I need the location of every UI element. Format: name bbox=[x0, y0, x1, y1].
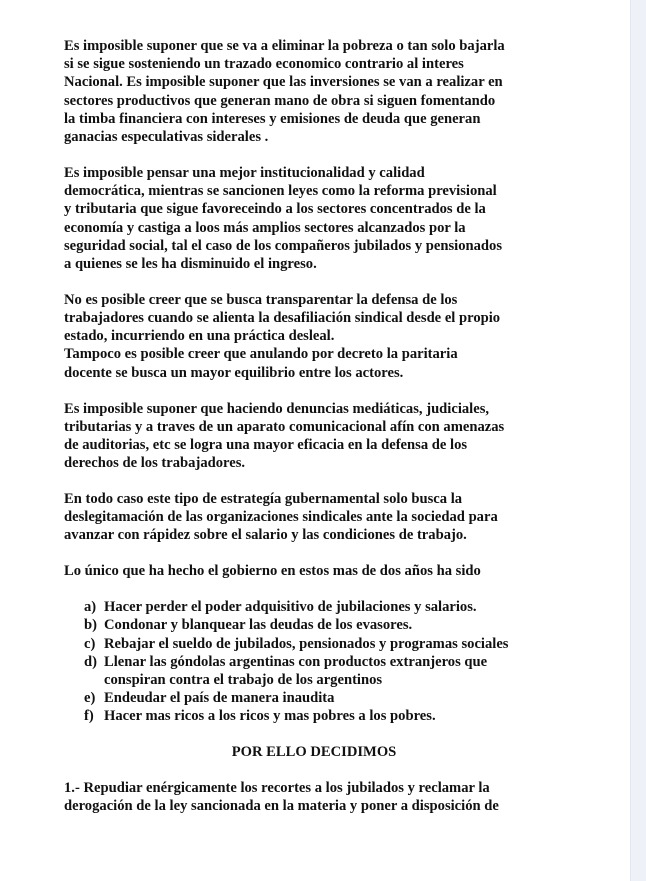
list-item-text: Hacer mas ricos a los ricos y mas pobres a los pobres. bbox=[104, 708, 436, 725]
list-item-text: conspiran contra el trabajo de los argentinos bbox=[104, 672, 383, 689]
text-line: docente se busca un mayor equilibrio entre los actores. bbox=[64, 364, 404, 381]
text-line: tributarias y a traves de un aparato comunicacional afín con amenazas bbox=[64, 418, 505, 435]
text-line: y tributaria que sigue favoreceindo a los sectores concentrados de la bbox=[64, 201, 486, 218]
list-item bbox=[64, 653, 564, 689]
list-item bbox=[64, 598, 564, 616]
list-item-text: Llenar las góndolas argentinas con productos extranjeros que bbox=[104, 653, 488, 670]
list-item bbox=[64, 689, 564, 707]
text-line: si se sigue sosteniendo un trazado economico contrario al interes bbox=[64, 56, 464, 73]
list-item-text: Hacer perder el poder adquisitivo de jubilaciones y salarios. bbox=[104, 599, 477, 616]
paragraph-institutionality bbox=[64, 164, 564, 273]
list-item bbox=[64, 616, 564, 634]
list-marker: d) bbox=[84, 653, 97, 670]
text-line: 1.- Repudiar enérgicamente los recortes a los jubilados y reclamar la bbox=[64, 779, 490, 796]
text-line: Es imposible suponer que se va a eliminar la pobreza o tan solo bajarla bbox=[64, 38, 505, 54]
list-marker: f) bbox=[84, 708, 94, 725]
text-line: derechos de los trabajadores. bbox=[64, 455, 246, 472]
list-marker: b) bbox=[84, 617, 97, 634]
paragraph-denunciations bbox=[64, 400, 564, 473]
list-marker: a) bbox=[84, 599, 97, 616]
viewer-margin bbox=[630, 0, 646, 881]
section-heading: POR ELLO DECIDIMOS bbox=[231, 744, 397, 761]
paragraph-strategy bbox=[64, 490, 564, 545]
text-line: trabajadores cuando se alienta la desafiliación sindical desde el propio bbox=[64, 310, 501, 327]
list-marker: c) bbox=[84, 635, 96, 652]
text-line: Tampoco es posible creer que anulando por decreto la paritaria bbox=[64, 346, 458, 363]
text-line: En todo caso este tipo de estrategía gubernamental solo busca la bbox=[64, 491, 463, 508]
text-line: Es imposible suponer que haciendo denuncias mediáticas, judiciales, bbox=[64, 400, 490, 417]
text-line: Nacional. Es imposible suponer que las inversiones se van a realizar en bbox=[64, 74, 503, 91]
text-line: de auditorias, etc se logra una mayor eficacia en la defensa de los bbox=[64, 436, 468, 453]
text-line: estado, incurriendo en una práctica desleal. bbox=[64, 328, 335, 345]
document-body bbox=[64, 37, 564, 815]
government-actions-list bbox=[64, 598, 564, 725]
paragraph-poverty bbox=[64, 37, 564, 146]
text-line: sectores productivos que generan mano de obra si siguen fomentando bbox=[64, 92, 496, 109]
text-line: derogación de la ley sancionada en la materia y poner a disposición de bbox=[64, 798, 499, 815]
resolution-item-1 bbox=[64, 779, 564, 815]
list-item-text: Condonar y blanquear las deudas de los evasores. bbox=[104, 617, 413, 634]
text-line: Es imposible pensar una mejor institucionalidad y calidad bbox=[64, 164, 425, 181]
list-item-text: Endeudar el país de manera inaudita bbox=[104, 690, 335, 707]
list-marker: e) bbox=[84, 690, 96, 707]
list-item-text: Rebajar el sueldo de jubilados, pensionados y programas sociales bbox=[104, 635, 509, 652]
text-line: deslegitamación de las organizaciones sindicales ante la sociedad para bbox=[64, 509, 498, 526]
text-line: democrática, mientras se sancionen leyes como la reforma previsional bbox=[64, 183, 497, 200]
paragraph-union-defense bbox=[64, 291, 564, 382]
text-line: avanzar con rápidez sobre el salario y las condiciones de trabajo. bbox=[64, 527, 467, 544]
list-item bbox=[64, 635, 564, 653]
text-line: economía y castiga a loos más amplios sectores alcanzados por la bbox=[64, 219, 466, 236]
text-line: a quienes se les ha disminuido el ingreso. bbox=[64, 255, 317, 272]
text-line: No es posible creer que se busca transparentar la defensa de los bbox=[64, 291, 458, 308]
list-item bbox=[64, 707, 564, 725]
text-line: la timba financiera con intereses y emisiones de deuda que generan bbox=[64, 110, 481, 127]
text-line: seguridad social, tal el caso de los compañeros jubilados y pensionados bbox=[64, 237, 503, 254]
paragraph-list-intro bbox=[64, 562, 564, 580]
text-line: ganacias especulativas siderales . bbox=[64, 129, 269, 146]
text-line: Lo único que ha hecho el gobierno en estos mas de dos años ha sido bbox=[64, 563, 481, 580]
